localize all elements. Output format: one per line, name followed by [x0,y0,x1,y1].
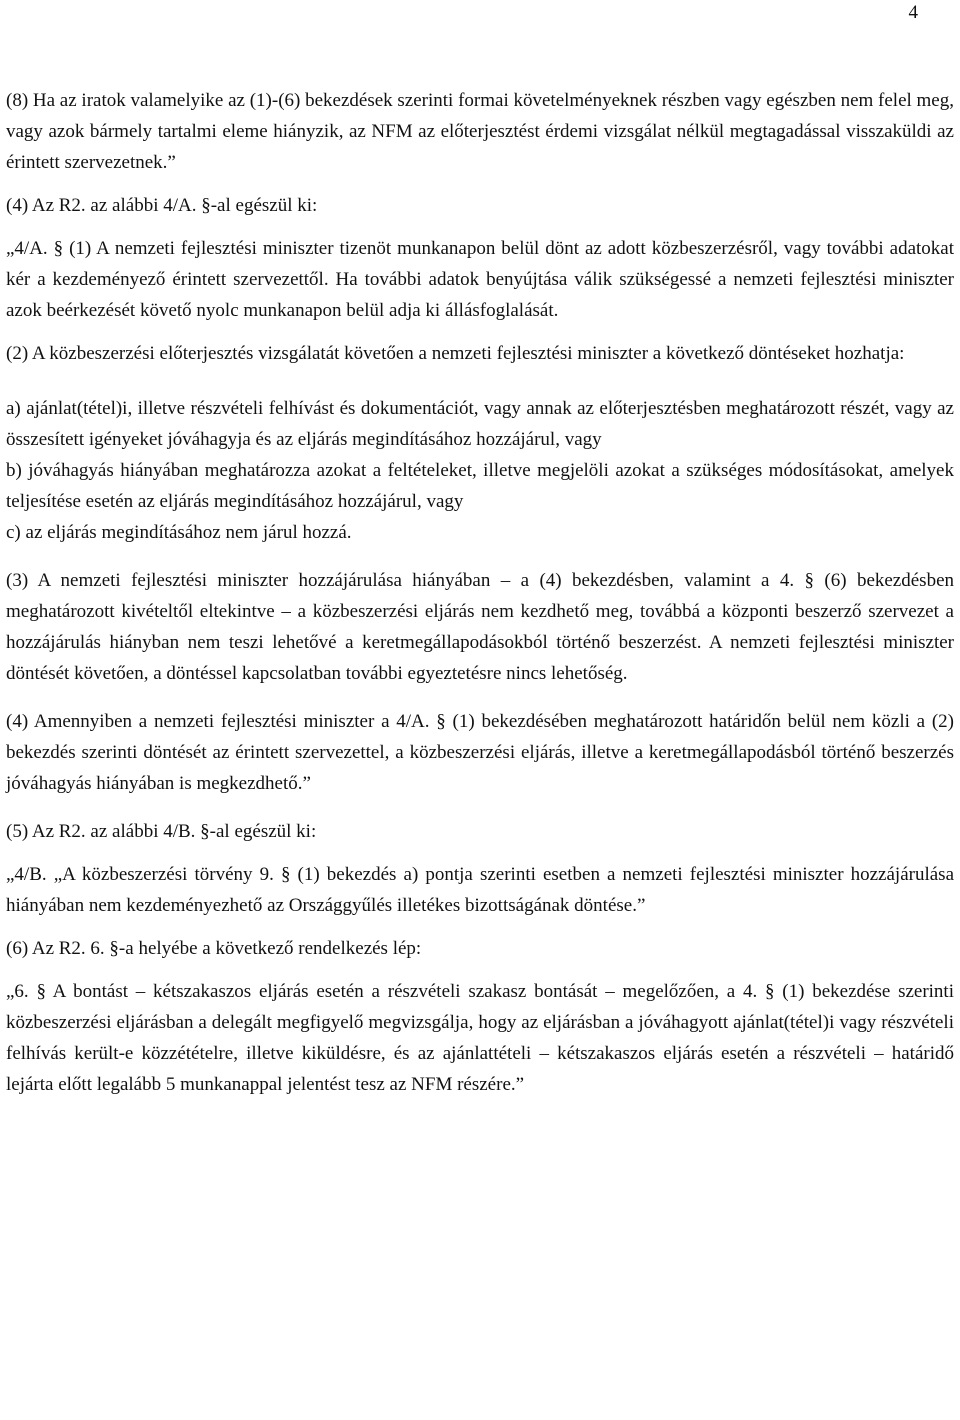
paragraph-4a-2: (2) A közbeszerzési előterjesztés vizsgálatát követően a nemzeti fejlesztési miniszter a következő döntéseket hozhatja: [6,343,905,364]
paragraph-4a-4: (4) Amennyiben a nemzeti fejlesztési miniszter a 4/A. § (1) bekezdésében meghatározott határidőn belül nem közli a (2) bekezdés szerinti döntését az érintett szervezettel, a közbeszerzési eljárás, illetve a keretmegállapodásból történő beszerzés jóváhagyás hiányában is megkezdhető.” [6,711,954,794]
paragraph-4a-1: „4/A. § (1) A nemzeti fejlesztési miniszter tizenöt munkanapon belül dönt az adott közbeszerzésről, vagy további adatokat kér a kezdeményező érintett szervezettől. Ha további adatok benyújtása válik szükségessé a nemzeti fejlesztési miniszter azok beérkezését követő nyolc munkanapon belül adja ki állásfoglalását. [6,238,954,321]
page-number: 4 [908,2,918,23]
paragraph-8-closing: (8) Ha az iratok valamelyike az (1)-(6) bekezdések szerinti formai követelményeknek részben vagy egészben nem felel meg, vagy azok bármely tartalmi eleme hiányzik, az NFM az előterjesztést érdemi vizsgálat nélkül megtagadással visszaküldi az érintett szervezetnek.” [6,90,954,173]
document-body [6,85,954,1100]
list-item-a: a) ajánlat(tétel)i, illetve részvételi felhívást és dokumentációt, vagy annak az előterjesztésben meghatározott részét, vagy az összesített igényeket jóváhagyja és az eljárás megindításához hozzájárul, vagy [6,398,954,450]
paragraph-6-text: „6. § A bontást – kétszakaszos eljárás esetén a részvételi szakasz bontását – megelőzően, a 4. § (1) bekezdése szerinti közbeszerzési eljárásban a delegált megfigyelő megvizsgálja, hogy az eljárásban a jóváhagyott ajánlat(tétel)i vagy részvételi felhívás került-e közzétételre, illetve kiküldésre, és az ajánlattételi – kétszakaszos eljárás esetén a részvételi – határidő lejárta előtt legalább 5 munkanappal jelentést tesz az NFM részére.” [6,981,954,1095]
paragraph-6-intro: (6) Az R2. 6. §-a helyébe a következő rendelkezés lép: [6,938,422,959]
list-item-b: b) jóváhagyás hiányában meghatározza azokat a feltételeket, illetve megjelöli azokat a szükséges módosításokat, amelyek teljesítése esetén az eljárás megindításához hozzájárul, vagy [6,460,954,512]
list-item-c: c) az eljárás megindításához nem járul hozzá. [6,522,352,543]
paragraph-5-intro: (5) Az R2. az alábbi 4/B. §-al egészül ki: [6,821,317,842]
paragraph-4-intro: (4) Az R2. az alábbi 4/A. §-al egészül ki: [6,195,318,216]
paragraph-4b: „4/B. „A közbeszerzési törvény 9. § (1) bekezdés a) pontja szerinti esetben a nemzeti fejlesztési miniszter hozzájárulása hiányában nem kezdeményezhető az Országgyűlés illetékes bizottságának döntése.” [6,864,954,916]
paragraph-4a-3: (3) A nemzeti fejlesztési miniszter hozzájárulása hiányában – a (4) bekezdésben, valamint a 4. § (6) bekezdésben meghatározott kivételtől eltekintve – a közbeszerzési eljárás nem kezdhető meg, továbbá a központi beszerző szervezet a hozzájárulás hiányban nem teszi lehetővé a keretmegállapodásokból történő beszerzést. A nemzeti fejlesztési miniszter döntését követően, a döntéssel kapcsolatban további egyeztetésre nincs lehetőség. [6,570,954,684]
